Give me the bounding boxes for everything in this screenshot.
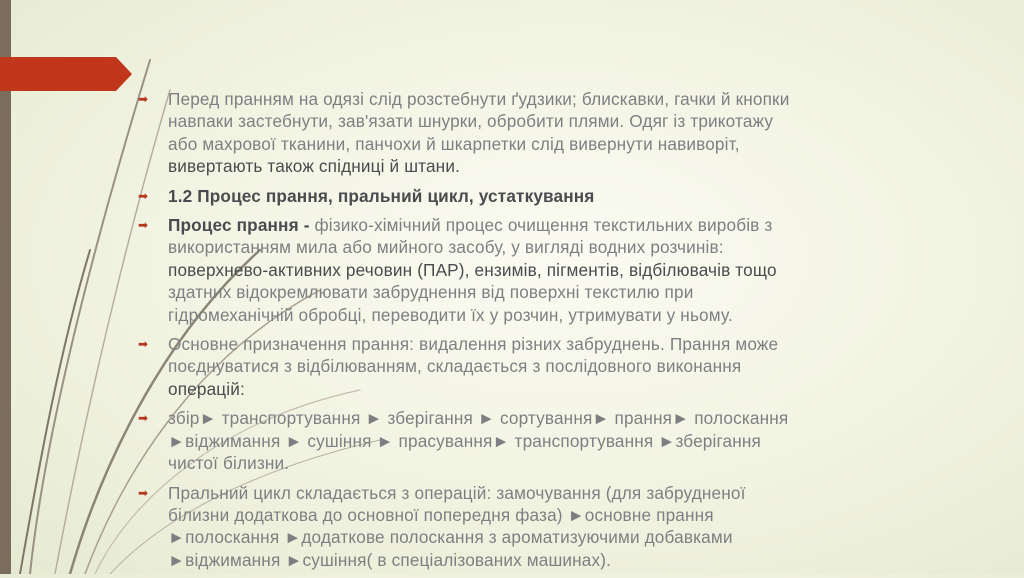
red-banner <box>0 57 132 91</box>
list-item: ➡ Перед пранням на одязі слід розстебнути ґудзики; блискавки, гачки й кнопки навпаки застебнути, зав'язати шнурки, обробити плями. Одяг із трикотажу або махрової тканини, панчохи й шкарпетки слід вивернути навиворіт, вивертають також спідниці й штани. <box>138 89 790 177</box>
arrow-right-icon: ➡ <box>138 337 149 352</box>
arrow-right-icon: ➡ <box>138 92 149 106</box>
arrow-right-icon: ➡ <box>138 411 149 426</box>
arrow-right-icon: ➡ <box>138 218 149 233</box>
arrow-right-icon: ➡ <box>138 188 149 203</box>
section-heading: ➡ 1.2 Процес прання, пральний цикл, устаткування <box>138 185 595 206</box>
list-item: ➡ Процес прання - фізико-хімічний процес очищення текстильних виробів з використанням мила або мийного засобу, у вигляді водних розчинів: поверхнево-активних речовин (ПАР), ензимів, пігментів, відбілювачів тощо здатних відокремлювати забруднення від поверхні текстилю при гідромеханічній обробці, переводити їх у розчин, утримувати у ньому. <box>138 215 777 325</box>
list-item: ➡ збір► транспортування ► зберігання ► сортування► прання► полоскання ►віджимання ► сушіння ► прасування► транспортування ►зберігання чистої білизни. <box>138 408 789 474</box>
slide-content <box>138 88 898 578</box>
arrow-right-icon: ➡ <box>138 485 149 500</box>
list-item: ➡ Основне призначення прання: видалення різних забруднень. Прання може поєднуватися з відбілюванням, складається з послідовного виконання операцій: <box>138 334 779 399</box>
list-item: ➡ Пральний цикл складається з операцій: замочування (для забрудненої білизни додаткова до основної попередня фаза) ►основне прання ►полоскання ►додаткове полоскання з ароматизуючими добавками ►віджимання ►сушіння( в спеціалізованих машинах). <box>138 482 746 570</box>
